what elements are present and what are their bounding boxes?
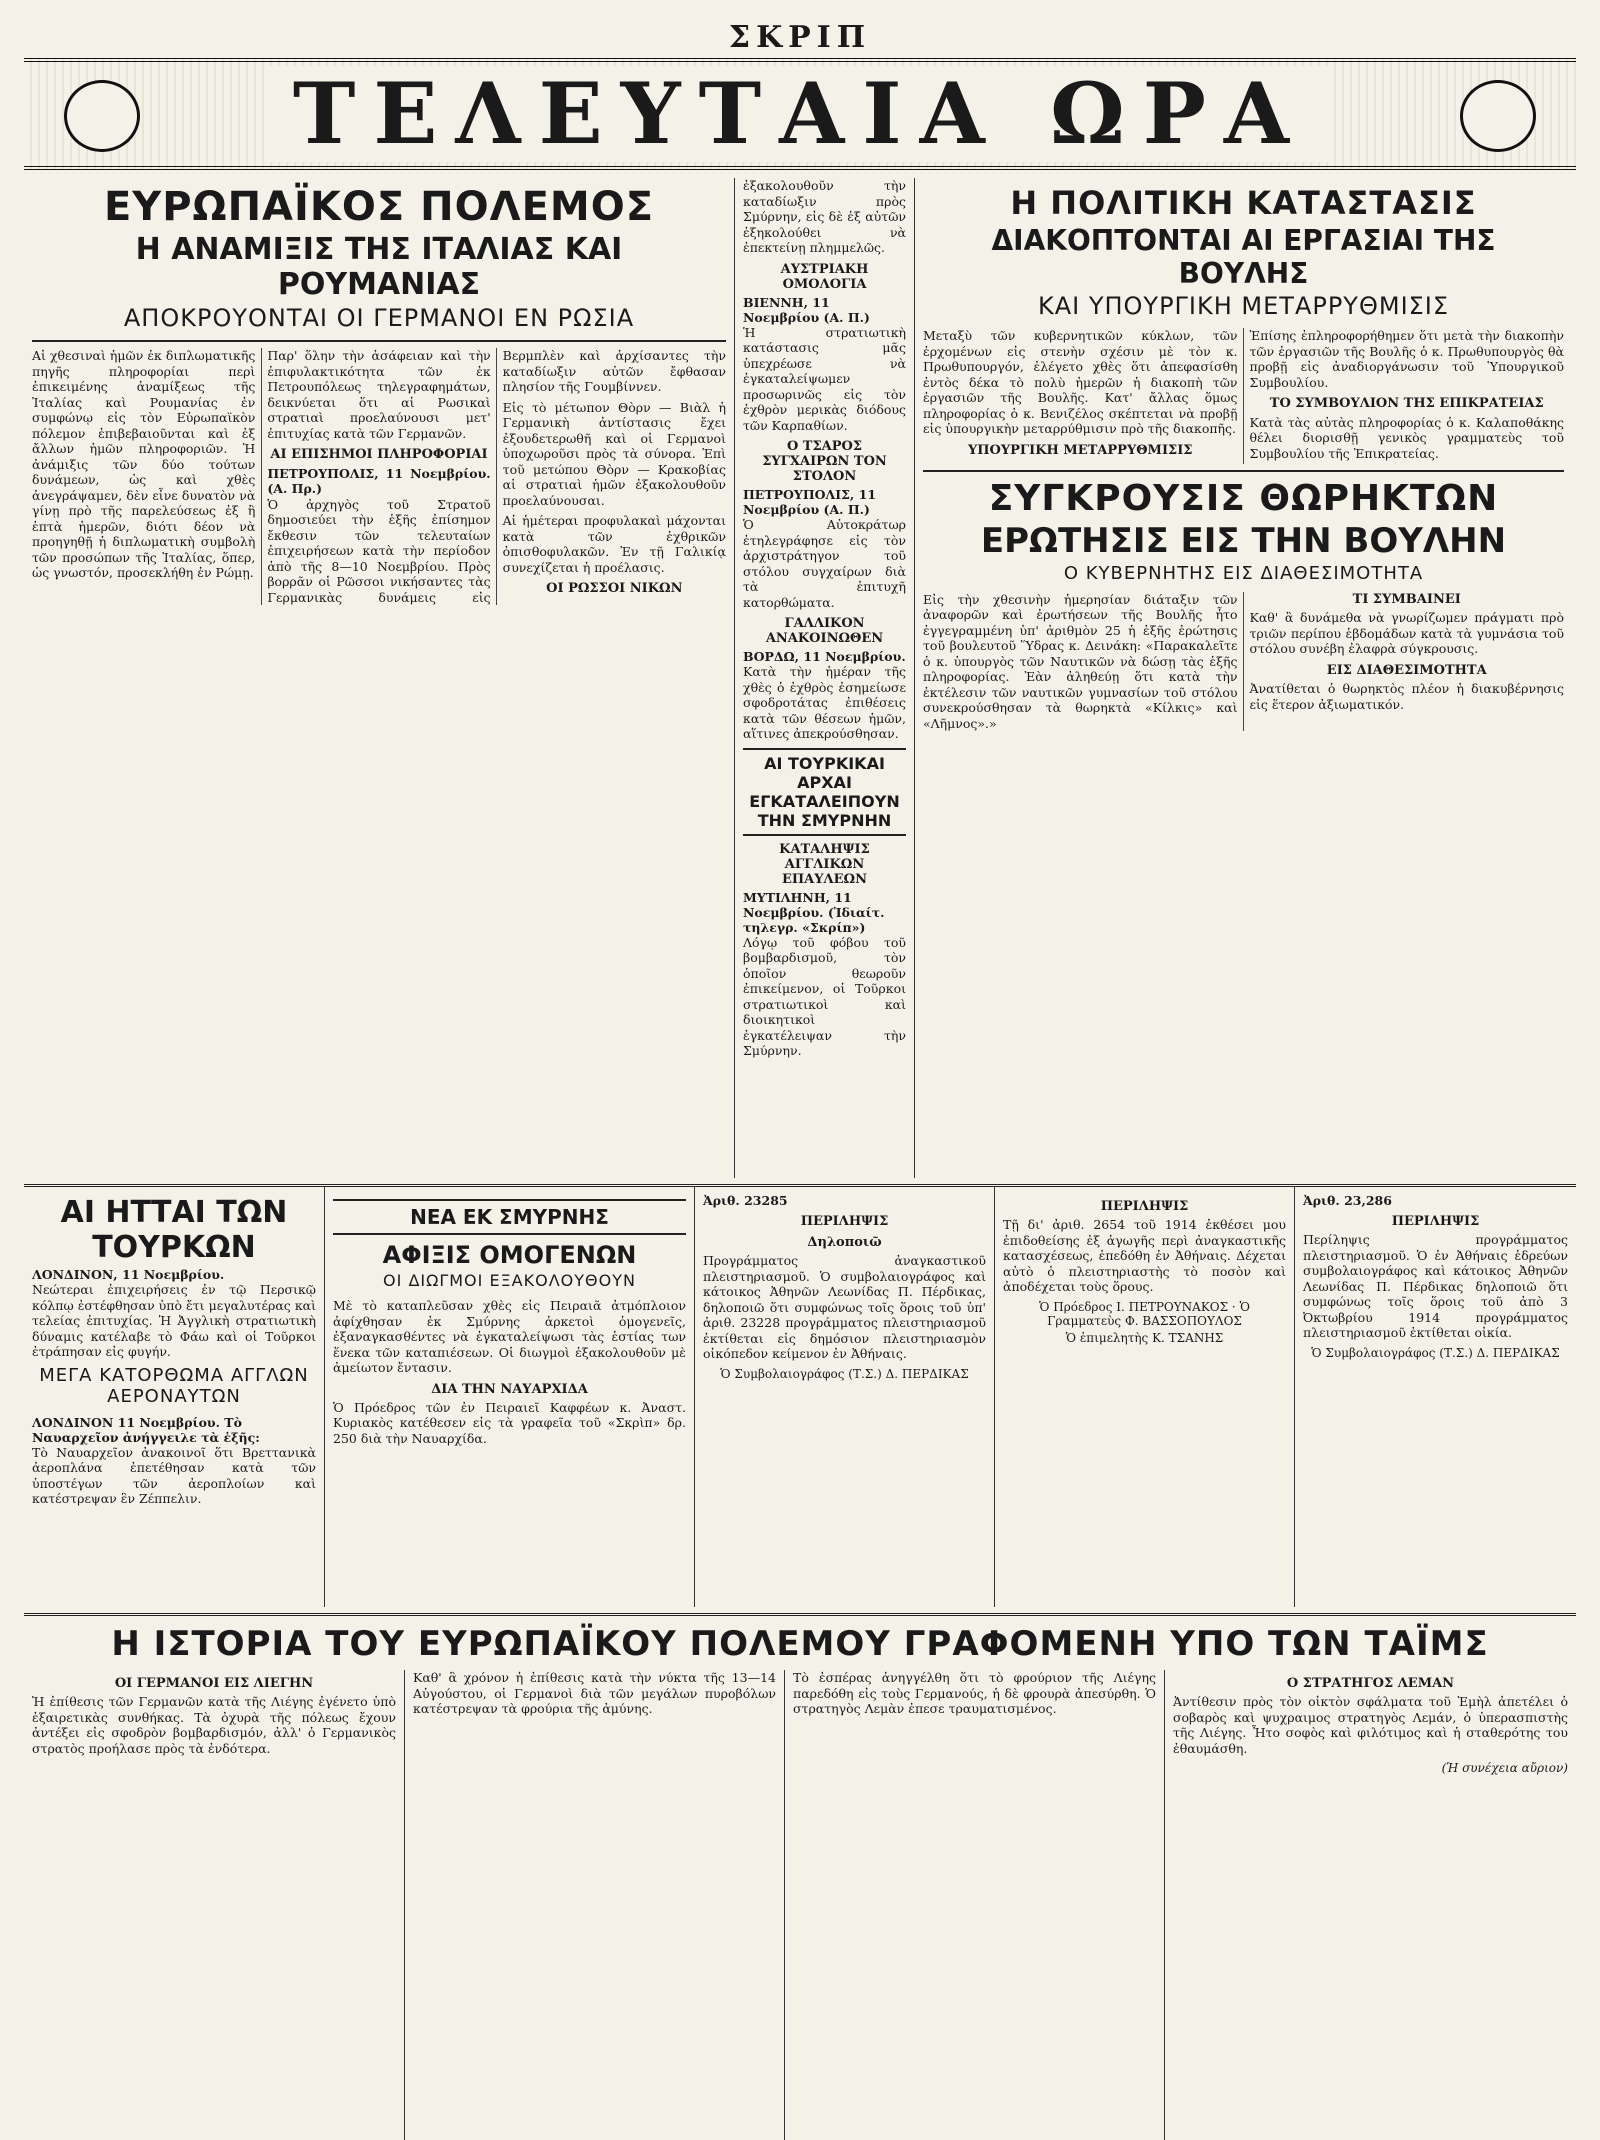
section-subhead: ΤΟ ΣΥΜΒΟΥΛΙΟΝ ΤΗΣ ΕΠΙΚΡΑΤΕΙΑΣ xyxy=(1269,396,1544,411)
paragraph: Αἱ ἡμέτεραι προφυλακαὶ μάχονται κατὰ τῶν ἐχθρικῶν ὀπισθοφυλακῶν. Ἐν τῇ Γαλικίᾳ συνεχίζεται ἡ προέλασις. xyxy=(502,513,726,575)
history-column-4 xyxy=(1164,1670,1576,2140)
notice-subtitle: Δηλοποιῶ xyxy=(807,1235,882,1250)
masthead xyxy=(24,58,1576,170)
notice-signature: Ὁ Πρόεδρος Ι. ΠΕΤΡΟΥΝΑΚΟΣ · Ὁ Γραμματεὺς Φ. ΒΑΣΣΟΠΟΥΛΟΣ xyxy=(1039,1299,1250,1328)
section-subhead: ΕΙΣ ΔΙΑΘΕΣΙΜΟΤΗΤΑ xyxy=(1326,662,1487,678)
paragraph: Λόγῳ τοῦ φόβου τοῦ βομβαρδισμοῦ, τὸν ὁποῖον θεωροῦν ἐπικείμενον, οἱ Τοῦρκοι στρατιωτικοὶ καὶ διοικητικοὶ ἐγκατέλειψαν τὴν Σμύρνην. xyxy=(743,934,906,1058)
history-column-1 xyxy=(24,1670,404,2140)
paragraph: Ὁ Αὐτοκράτωρ ἐτηλεγράφησε εἰς τὸν ἀρχιστράτηγον τοῦ στόλου συγχαίρων διὰ τὰ ἐπιτυχῆ κατορθώματα. xyxy=(743,517,906,610)
paragraph: Ἀντίθεσιν πρὸς τὸν οἰκτὸν σφάλματα τοῦ Ἐμὴλ ἀπετέλει ὁ σοβαρὸς καὶ ψυχραιμος στρατηγὸς Λεμάν, ὁ ὑπερασπιστὴς τῆς Λιέγης. Ἦτο σοφὸς καὶ φιλότιμος καὶ ἡ σταθερότης του ἐθαυμάσθη. xyxy=(1173,1694,1568,1756)
lower-section xyxy=(24,1184,1576,1607)
middle-column xyxy=(734,178,914,1178)
notice-title: ΠΕΡΙΛΗΨΙΣ xyxy=(1100,1199,1189,1214)
ornament-icon xyxy=(1460,80,1536,152)
dateline: ΠΕΤΡΟΥΠΟΛΙΣ, 11 Νοεμβρίου. (Α. Πρ.) xyxy=(267,465,491,496)
section-subhead: ΑΥΣΤΡΙΑΚΗ ΟΜΟΛΟΓΙΑ xyxy=(780,261,869,292)
persecution-deck: ΟΙ ΔΙΩΓΜΟΙ ΕΞΑΚΟΛΟΥΘΟΥΝ xyxy=(383,1271,636,1290)
section-subhead: Ο ΣΤΡΑΤΗΓΟΣ ΛΕΜΑΝ xyxy=(1286,1676,1455,1691)
paragraph: Τὸ Ναυαρχεῖον ἀνακοινοῖ ὅτι Βρεττανικὰ ἀεροπλάνα ἐπετέθησαν κατὰ τῶν ὑποστέγων τῶν ἀεροπλοίων καὶ κατέστρεψαν ἓν Ζέππελιν. xyxy=(32,1444,316,1506)
clash-deck: Ο ΚΥΒΕΡΝΗΤΗΣ ΕΙΣ ΔΙΑΘΕΣΙΜΟΤΗΤΑ xyxy=(1063,562,1424,584)
defeats-column xyxy=(24,1187,324,1607)
notice-column-3 xyxy=(1294,1187,1576,1607)
section-subhead: ΓΑΛΛΙΚΟΝ ΑΝΑΚΟΙΝΩΘΕΝ xyxy=(765,616,884,646)
dateline: ΒΟΡΔΩ, 11 Νοεμβρίου. xyxy=(743,649,906,664)
history-headline: Η ΙΣΤΟΡΙΑ ΤΟΥ ΕΥΡΩΠΑΪΚΟΥ ΠΟΛΕΜΟΥ ΓΡΑΦΟΜΕΝΗ ΥΠΟ ΤΩΝ ΤΑΪΜΣ xyxy=(24,1613,1576,1664)
flagship-headline: ΔΙΑ ΤΗΝ ΝΑΥΑΡΧΙΔΑ xyxy=(431,1381,588,1397)
masthead-title: ΤΕΛΕΥΤΑΙΑ ΩΡΑ xyxy=(267,66,1333,162)
notice-column-1 xyxy=(694,1187,994,1607)
paragraph: Ἐπίσης ἐπληροφορήθημεν ὅτι μετὰ τὴν διακοπὴν τῶν ἐργασιῶν τῆς Βουλῆς ὁ κ. Πρωθυπουργὸς θὰ προβῇ εἰς ἀναδιοργάνωσιν τοῦ Ὑπουργικοῦ Συμβουλίου. xyxy=(1249,328,1564,390)
upper-section xyxy=(24,178,1576,1178)
notice-number: Ἀριθ. 23285 xyxy=(703,1193,788,1208)
paragraph: Εἰς τὴν χθεσινὴν ἡμερησίαν διάταξιν τῶν ἀναφορῶν καὶ ἐρωτήσεων τῆς Βουλῆς ἦτο ἐγγεγραμμένη ὑπ' ἀριθμὸν 25 ἡ ἑξῆς ἐρώτησις τοῦ βουλευτοῦ Ὕδρας κ. Δεινάκη: «Παρακαλεῖτε ὁ κ. ὑπουργὸς τῶν Ναυτικῶν νὰ δώσῃ τὰς ἑξῆς πληροφορίας. Ἐὰν ἀληθεύῃ ὅτι κατὰ τὴν ἐκτέλεσιν τῶν ναυτικῶν γυμνασίων τοῦ στόλου συνεκρούσθησαν τὰ θωρηκτὰ «Κίλκις» καὶ «Λῆμνος».» xyxy=(923,591,1238,731)
paragraph: Εἰς τὸ μέτωπον Θὸρν — Βιὰλ ἡ Γερμανικὴ ἀντίστασις ἔχει ἐξουδετερωθῆ καὶ οἱ Γερμανοὶ ὑποχωροῦσι πρὸς τὰ σύνορα. Ἐπὶ τοῦ μετώπου Θὸρν — Κρακοβίας αἱ στρατιαὶ ἡμῶν ἐξακολουθοῦν προελαύνουσαι. xyxy=(502,399,726,508)
smyrna-headline: ΑΙ ΤΟΥΡΚΙΚΑΙ ΑΡΧΑΙ ΕΓΚΑΤΑΛΕΙΠΟΥΝ ΤΗΝ ΣΜΥΡΝΗΝ xyxy=(743,748,906,836)
dateline: ΠΕΤΡΟΥΠΟΛΙΣ, 11 Νοεμβρίου (Α. Π.) xyxy=(743,487,877,517)
paragraph: Κατὰ τὴν ἡμέραν τῆς χθὲς ὁ ἐχθρὸς ἐσημείωσε σφοδροτάτας ἐπιθέσεις κατὰ τῶν θέσεων ἡμῶν, αἵτινες ἀπεκρούσθησαν. xyxy=(743,664,906,741)
politics-subheadline: ΔΙΑΚΟΠΤΟΝΤΑΙ ΑΙ ΕΡΓΑΣΙΑΙ ΤΗΣ ΒΟΥΛΗΣ xyxy=(991,224,1496,290)
paragraph: Προγράμματος ἀναγκαστικοῦ πλειστηριασμοῦ. Ὁ συμβολαιογράφος καὶ κάτοικος Ἀθηνῶν Λεωνίδας Π. Πέρδικας, δηλοποιῶ ὅτι συμφώνως τοῖς ὅροις τοῦ ὑπ' ἀριθ. 23228 προγράμματος πλειστηριασμοῦ ἐκτίθεται εἰς δημόσιον πλειστηριασμὸν οἰκόπεδον κείμενον ἐν Ἀθήναις. xyxy=(703,1253,986,1361)
section-subhead: ΤΙ ΣΥΜΒΑΙΝΕΙ xyxy=(1352,591,1461,607)
notice-title: ΠΕΡΙΛΗΨΙΣ xyxy=(1391,1214,1480,1229)
dateline: ΛΟΝΔΙΝΟΝ 11 Νοεμβρίου. Τὸ Ναυαρχεῖον ἀνήγγειλε τὰ ἑξῆς: xyxy=(32,1414,260,1445)
notice-title: ΠΕΡΙΛΗΨΙΣ xyxy=(800,1214,889,1229)
divider xyxy=(923,470,1564,472)
paragraph: Τῇ δι' ἀριθ. 2654 τοῦ 1914 ἐκθέσει μου ἐπιδοθείσης ἐξ ἀγωγῆς περὶ ἀναγκαστικῆς κατασχέσεως, ἐπεδόθη ἐν Ἀθήναις. Δέχεται αὐτὸ ὁ πλειστηριαστὴς τὸ ποσὸν καὶ ἀποδέχεται τοὺς ὅρους. xyxy=(1003,1217,1286,1294)
politics-headline: Η ΠΟΛΙΤΙΚΗ ΚΑΤΑΣΤΑΣΙΣ xyxy=(1010,184,1477,222)
section-subhead: ΟΙ ΡΩΣΣΟΙ ΝΙΚΩΝ xyxy=(546,581,683,596)
ornament-icon xyxy=(64,80,140,152)
paragraph: Μὲ τὸ καταπλεῦσαν χθὲς εἰς Πειραιᾶ ἀτμόπλοιον ἀφίχθησαν ἐκ Σμύρνης ἀρκετοὶ ὁμογενεῖς, ἐξαναγκασθέντες νὰ ἐγκαταλείψωσι τὰς ἑστίας των ἕνεκα τῶν καταπιέσεων. Οἱ διωγμοὶ ἐξακολουθοῦν μὲ ἀμείωτον ἔντασιν. xyxy=(333,1298,686,1375)
war-headline: ΕΥΡΩΠΑΪΚΟΣ ΠΟΛΕΜΟΣ xyxy=(103,184,655,230)
war-subheadline: Η ΑΝΑΜΙΞΙΣ ΤΗΣ ΙΤΑΛΙΑΣ ΚΑΙ ΡΟΥΜΑΝΙΑΣ xyxy=(135,232,623,302)
dateline: ΛΟΝΔΙΝΟΝ, 11 Νοεμβρίου. xyxy=(32,1267,225,1282)
arrivals-headline: ΑΦΙΞΙΣ ΟΜΟΓΕΝΩΝ xyxy=(382,1241,637,1269)
clash-headline: ΣΥΓΚΡΟΥΣΙΣ ΘΩΡΗΚΤΩΝ xyxy=(988,477,1499,519)
notice-signature: Ὁ ἐπιμελητὴς Κ. ΤΣΑΝΗΣ xyxy=(1065,1330,1224,1345)
paragraph: Καθ' ἃ χρόνον ἡ ἐπίθεσις κατὰ τὴν νύκτα τῆς 13—14 Αὐγούστου, οἱ Γερμανοὶ διὰ τῶν μεγάλων πυροβόλων κατέστρεψαν τὰ φρούρια τῆς ἀμύνης. xyxy=(413,1670,776,1716)
paragraph: Ὁ Πρόεδρος τῶν ἐν Πειραιεῖ Καφφέων κ. Ἀναστ. Κυριακὸς κατέθεσεν εἰς τὰ γραφεῖα τοῦ «Σκρὶπ» δρ. 250 διὰ τὴν Ναυαρχίδα. xyxy=(333,1399,686,1446)
politics-article xyxy=(923,328,1564,464)
war-deck: ΑΠΟΚΡΟΥΟΝΤΑΙ ΟΙ ΓΕΡΜΑΝΟΙ ΕΝ ΡΩΣΙΑ xyxy=(123,304,635,332)
paragraph: Κατὰ τὰς αὐτὰς πληροφορίας ὁ κ. Καλαποθάκης θέλει διορισθῇ γενικὸς γραμματεὺς τοῦ Συμβουλίου τῆς Ἐπικρατείας. xyxy=(1249,414,1564,461)
smyrna-column xyxy=(324,1187,694,1607)
notice-number: Ἀριθ. 23,286 xyxy=(1303,1193,1392,1208)
paragraph: ἐξακολουθοῦν τὴν καταδίωξιν πρὸς Σμύρνην, εἰς δὲ ἐξ αὐτῶν ἐξηκολούθει νὰ ἐπεκτείνῃ πλημμελῶς. xyxy=(743,178,906,255)
dateline: ΜΥΤΙΛΗΝΗ, 11 Νοεμβρίου. (Ἰδιαίτ. τηλεγρ. «Σκρίπ») xyxy=(743,889,885,935)
politics-deck: ΚΑΙ ΥΠΟΥΡΓΙΚΗ ΜΕΤΑΡΡΥΘΜΙΣΙΣ xyxy=(1037,292,1450,320)
paragraph: Ἡ στρατιωτικὴ κατάστασις μᾶς ὑπεχρέωσε νὰ ἐγκαταλείψωμεν προσωρινῶς εἰς τὸν ἐχθρὸν μερικὰς διόδους τῶν Καρπαθίων. xyxy=(743,324,906,433)
clash-article xyxy=(923,592,1564,732)
history-column-2 xyxy=(404,1670,784,2140)
newspaper-name: ΣΚΡΙΠ xyxy=(728,20,872,55)
notice-column-2 xyxy=(994,1187,1294,1607)
paragraph: Μεταξὺ τῶν κυβερνητικῶν κύκλων, τῶν ἐρχομένων εἰς στενὴν σχέσιν μὲ τὸν κ. Πρωθυπουργόν, ἐλέγετο χθὲς ὅτι ἀπεφασίσθη ἐντὸς δέκα τὸ πολὺ ἡμερῶν ἡ διακοπὴ τῶν ἐργασιῶν τῆς Βουλῆς. Κατ' ἄλλας ὅμως πληροφορίας ὁ κ. Βενιζέλος σκέπτεται νὰ προβῇ εἰς ὑπουργικὴν μεταρρύθμισιν πρὸ τῆς διακοπῆς. xyxy=(923,328,1238,436)
aviators-headline: ΜΕΓΑ ΚΑΤΟΡΘΩΜΑ ΑΓΓΛΩΝ ΑΕΡΟΝΑΥΤΩΝ xyxy=(39,1364,309,1407)
paragraph: Τὸ ἐσπέρας ἀνηγγέλθη ὅτι τὸ φρούριον τῆς Λιέγης παρεδόθη εἰς τοὺς Γερμανούς, ἡ δὲ φρουρὰ ἀπεσύρθη. Ὁ στρατηγὸς Λεμὰν ἐπεσε τραυματισμένος. xyxy=(793,1670,1156,1716)
paragraph: Περίληψις προγράμματος πλειστηριασμοῦ. Ὁ ἐν Ἀθήναις ἑδρεύων συμβολαιογράφος καὶ κάτοικος Ἀθηνῶν Λεωνίδας Π. Πέρδικας δηλοποιῶ ὅτι συμφώνως τοῖς ὅροις τοῦ ἀπὸ 3 Ὀκτωβρίου 1914 προγράμματος πλειστηριασμοῦ ἐκτίθεται οἰκία. xyxy=(1303,1232,1568,1340)
dateline: ΒΙΕΝΝΗ, 11 Νοεμβρίου (Α. Π.) xyxy=(743,294,870,325)
paragraph: Παρ' ὅλην τὴν ἀσάφειαν καὶ τὴν ἐπιφυλακτικότητα τῶν ἐκ Πετρουπόλεως τηλεγραφημάτων, δεικνύεται ὅτι αἱ Ρωσικαὶ στρατιαὶ προελαύνουσι μετ' ἐπιτυχίας κατὰ τῶν Γερμανῶν. xyxy=(267,348,491,441)
notice-signature: Ὁ Συμβολαιογράφος (Τ.Σ.) Δ. ΠΕΡΔΙΚΑΣ xyxy=(1311,1345,1560,1360)
continued-note: (Ἡ συνέχεια αὔριον) xyxy=(1441,1761,1568,1775)
section-subhead: Ο ΤΣΑΡΟΣ ΣΥΓΧΑΙΡΩΝ ΤΟΝ ΣΤΟΛΟΝ xyxy=(762,439,887,484)
right-column xyxy=(914,178,1572,1178)
divider xyxy=(32,340,726,342)
war-column xyxy=(24,178,734,1178)
section-subhead: ΟΙ ΓΕΡΜΑΝΟΙ ΕΙΣ ΛΙΕΓΗΝ xyxy=(114,1676,314,1691)
section-subhead: ΥΠΟΥΡΓΙΚΗ ΜΕΤΑΡΡΥΘΜΙΣΙΣ xyxy=(967,442,1193,458)
paragraph: Νεώτεραι ἐπιχειρήσεις ἐν τῷ Περσικῷ κόλπῳ ἐστέφθησαν ὑπὸ ἔτι μεγαλυτέρας καὶ τελείας ἐπιτυχίας. Ἡ Ἀγγλικὴ στρατιωτικὴ δύναμις κατέλαβε τὸ Φάω καὶ οἱ Τοῦρκοι ἐτράπησαν εἰς φυγήν. xyxy=(32,1282,316,1359)
paragraph: Καθ' ἃ δυνάμεθα νὰ γνωρίζωμεν πράγματι πρὸ τριῶν περίπου ἑβδομάδων κατὰ τὰ γυμνάσια τοῦ στόλου συνέβη ἐλαφρὰ σύγκρουσις. xyxy=(1249,610,1564,656)
notice-signature: Ὁ Συμβολαιογράφος (Τ.Σ.) Δ. ΠΕΡΔΙΚΑΣ xyxy=(720,1366,969,1381)
defeats-headline: ΑΙ ΗΤΤΑΙ ΤΩΝ ΤΟΥΡΚΩΝ xyxy=(60,1195,288,1265)
war-article xyxy=(32,348,726,605)
clash-subheadline: ΕΡΩΤΗΣΙΣ ΕΙΣ ΤΗΝ ΒΟΥΛΗΝ xyxy=(980,520,1507,561)
paragraph: Ἀνατίθεται ὁ θωρηκτὸς πλέον ἡ διακυβέρνησις εἰς ἕτερον ἀξιωματικόν. xyxy=(1249,681,1564,712)
smyrna-news-headline: ΝΕΑ ΕΚ ΣΜΥΡΝΗΣ xyxy=(333,1199,686,1235)
paragraph: Ὁ ἀρχηγὸς τοῦ Στρατοῦ δημοσιεύει τὴν ἑξῆς ἐπίσημον ἔκθεσιν τῶν τελευταίων ἐπιχειρήσεων κατὰ τὴν περίοδον ἀπὸ τῆς 8—10 Νοεμβρίου. Πρὸς βορρᾶν οἱ Ρῶσσοι νικήσαντες τὰς Γερμανικὰς δυνάμεις εἰς Βερμπλὲν καὶ ἀρχίσαντες τὴν καταδίωξιν αὐτῶν ἔφθασαν πλησίον τῆς Γουμβίννεν. xyxy=(267,348,726,605)
paragraph: Αἱ χθεσιναὶ ἡμῶν ἐκ διπλωματικῆς πηγῆς πληροφορίαι περὶ ἐπικειμένης ἀναμίξεως τῆς Ἰταλίας καὶ Ρουμανίας ἐν συμφώνῳ εἰς τὸν Εὐρωπαϊκὸν πόλεμον ἐπιβεβαιοῦνται καὶ ἐξ ἄλλων ἡμῶν πληροφοριῶν. Ἡ ἀνάμιξις τῶν δύο τούτων δυνάμεων, ὡς καὶ χθὲς ἀνεγράψαμεν, δὲν εἶνε δυνατὸν νὰ γίνῃ πρὸ τῆς παρελεύσεως ἐξ ἢ ἑπτὰ ἡμερῶν, διότι δέον νὰ προηγηθῇ ἡ διπλωματικὴ συμβολὴ τῶν προσώπων τῆς Ἰταλίας, ὅπερ, ὡς γνωστόν, προσεκλήθη ἐν Ρώμῃ. xyxy=(32,348,256,580)
paragraph: Ἡ ἐπίθεσις τῶν Γερμανῶν κατὰ τῆς Λιέγης ἐγένετο ὑπὸ ἐξαιρετικὰς συνθήκας. Τὰ ὀχυρὰ τῆς πόλεως ἔχουν ἀντέξει εἰς σφοδρὸν βομβαρδισμόν, ἀλλ' ὁ Γερμανικὸς στρατὸς προήλασε πρὸς τὰ ἐνδότερα. xyxy=(32,1694,396,1756)
section-subhead: ΑΙ ΕΠΙΣΗΜΟΙ ΠΛΗΡΟΦΟΡΙΑΙ xyxy=(270,447,488,462)
history-section xyxy=(24,1670,1576,2140)
section-subhead: ΚΑΤΑΛΗΨΙΣ ΑΓΓΛΙΚΩΝ ΕΠΑΥΛΕΩΝ xyxy=(779,841,870,887)
history-column-3 xyxy=(784,1670,1164,2140)
